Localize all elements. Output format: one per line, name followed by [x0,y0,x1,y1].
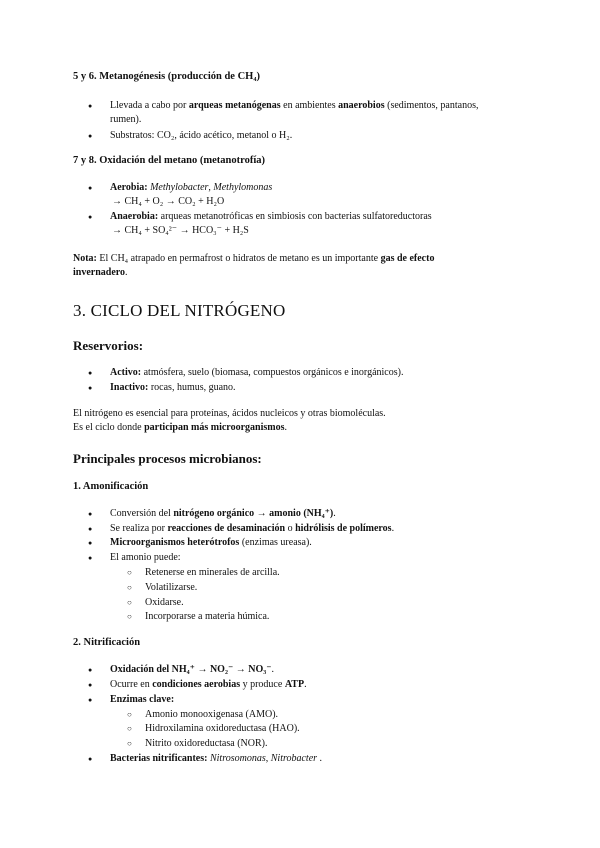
heading-metanogenesis: 5 y 6. Metanogénesis (producción de CH₄) [73,71,260,82]
sub-list-item: ○ Oxidarse. [145,596,184,610]
list-item: ● Oxidación del NH₄⁺ → NO₂⁻ → NO₃⁻. [110,663,274,677]
sub-list-item: ○ Amonio monooxigenasa (AMO). [145,708,278,722]
list-item: ● Llevada a cabo por arqueas metanógenas en ambientes anaerobios (sedimentos, pantanos, rumen). [110,99,530,127]
heading-reservorios: Reservorios: [73,338,144,353]
heading-procesos: Principales procesos microbianos: [73,451,262,466]
list-item: ● Substratos: CO₂, ácido acético, metanol o H₂. [110,129,292,143]
sub-list-item: ○ Retenerse en minerales de arcilla. [145,566,280,580]
intro-paragraph: El nitrógeno es esencial para proteínas, ácidos nucleicos y otras biomoléculas. Es el ciclo donde participan más microorganismos. [73,408,386,433]
list-item: ● Inactivo: rocas, humus, guano. [110,381,236,395]
list-item: ● Microorganismos heterótrofos (enzimas ureasa). [110,536,312,550]
sub-list-item: ○ Volatilizarse. [145,581,197,595]
section-title: 3. CICLO DEL NITRÓGENO [73,301,286,320]
sub-list-item: ○ Nitrito oxidoreductasa (NOR). [145,737,267,751]
heading-amonificacion: 1. Amonificación [73,481,149,492]
list-item: ● Ocurre en condiciones aerobias y produce ATP. [110,678,307,692]
list-item: ● Activo: atmósfera, suelo (biomasa, compuestos orgánicos e inorgánicos). [110,366,550,380]
sub-list-item: ○ Incorporarse a materia húmica. [145,610,269,624]
list-item: ● Se realiza por reacciones de desaminación o hidrólisis de polímeros. [110,522,394,536]
list-item: ● El amonio puede: [110,551,181,565]
list-item: ● Anaerobia: arqueas metanotróficas en simbiosis con bacterias sulfatoreductoras → CH₄ + SO₄²⁻ → HCO₃⁻ + H₂S [110,210,550,238]
list-item: ● Bacterias nitrificantes: Nitrosomonas, Nitrobacter . [110,752,322,766]
heading-metanotrofia: 7 y 8. Oxidación del metano (metanotrofía) [73,155,265,166]
note-paragraph: Nota: El CH₄ atrapado en permafrost o hidratos de metano es un importante gas de efecto invernadero. [73,253,435,278]
list-item: ● Aerobia: Methylobacter, Methylomonas → CH₄ + O₂ → CO₂ + H₂O [110,181,530,209]
sub-list-item: ○ Hidroxilamina oxidoreductasa (HAO). [145,722,300,736]
heading-nitrificacion: 2. Nitrificación [73,637,141,648]
list-item: ● Enzimas clave: [110,693,174,707]
list-item: ● Conversión del nitrógeno orgánico → amonio (NH₄⁺). [110,507,336,521]
